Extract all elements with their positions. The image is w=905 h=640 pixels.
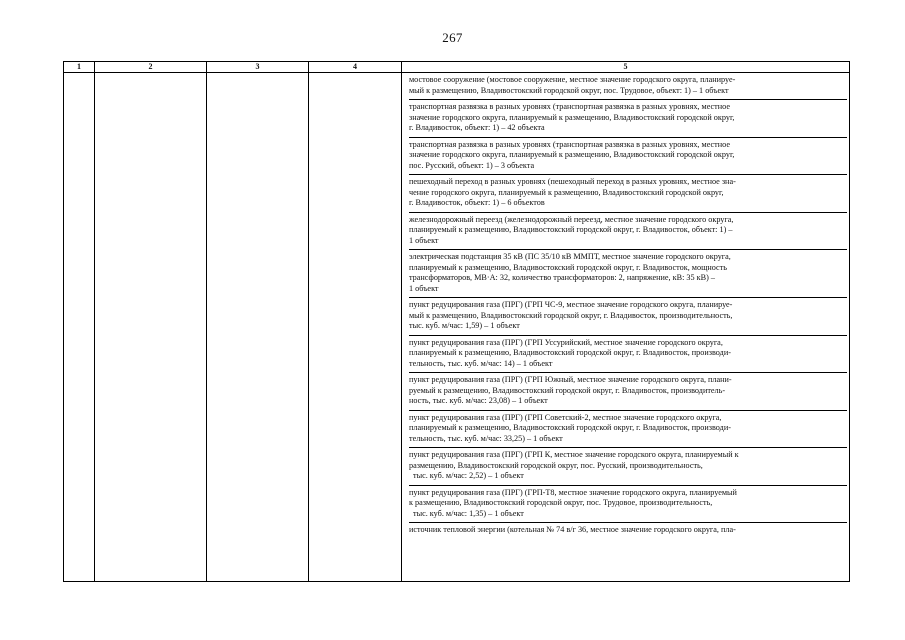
- entries-list: [402, 73, 849, 536]
- entry-text-line: мый к размещению, Владивостокский городской округ, пос. Трудовое, объект: 1) – 1 объект: [409, 85, 729, 95]
- list-item: [409, 100, 847, 138]
- entry-text-line: пос. Русский, объект: 1) – 3 объекта: [409, 160, 535, 170]
- list-item: [409, 411, 847, 449]
- list-item: [409, 336, 847, 374]
- entry-text-line: пункт редуцирования газа (ПРГ) (ГРП К, местное значение городского округа, планируемый к: [409, 450, 739, 459]
- entry-text-line: источник тепловой энергии (котельная № 74 в/г 36, местное значение городского округа, пла-: [409, 525, 736, 534]
- cell-col-4: [309, 73, 402, 582]
- document-table: [63, 61, 850, 582]
- entry-text-line: значение городского округа, планируемый к размещению, Владивостокский городской округ,: [409, 112, 735, 122]
- list-item: [409, 175, 847, 213]
- list-item: [409, 298, 847, 336]
- cell-col-1: [64, 73, 95, 582]
- entry-text-line: планируемый к размещению, Владивостокский городской округ, г. Владивосток, мощность: [409, 262, 728, 272]
- entry-text-line: тыс. куб. м/час: 1,59) – 1 объект: [409, 321, 520, 330]
- entry-text-line: трансформаторов, МВ·А: 32, количество трансформаторов: 2, напряжение, кВ: 35 кВ) –: [409, 273, 715, 282]
- cell-col-3: [207, 73, 309, 582]
- entry-text-line: ность, тыс. куб. м/час: 23,08) – 1 объект: [409, 396, 548, 405]
- list-item: [409, 138, 847, 176]
- entry-text-line: размещению, Владивостокский городской округ, пос. Русский, производительность,: [409, 460, 703, 470]
- list-item: [409, 523, 847, 536]
- entry-text-line: пункт редуцирования газа (ПРГ) (ГРП ЧС-9, местное значение городского округа, планируе-: [409, 300, 733, 309]
- list-item: [409, 448, 847, 486]
- entry-text-line: мостовое сооружение (мостовое сооружение, местное значение городского округа, планируе-: [409, 75, 736, 84]
- column-header-4: 4: [309, 62, 402, 73]
- column-header-2: 2: [95, 62, 207, 73]
- column-header-3: 3: [207, 62, 309, 73]
- entry-text-line: транспортная развязка в разных уровнях (транспортная развязка в разных уровнях, местное: [409, 139, 730, 149]
- entry-text-line: 1 объект: [409, 235, 439, 245]
- entry-text-line: планируемый к размещению, Владивостокский городской округ, г. Владивосток, объект: 1) –: [409, 225, 733, 234]
- entry-text-line: руемый к размещению, Владивостокский городской округ, г. Владивосток, производитель-: [409, 385, 726, 395]
- entry-text-line: тыс. куб. м/час: 1,35) – 1 объект: [413, 508, 524, 518]
- entry-text-line: пункт редуцирования газа (ПРГ) (ГРП Южный, местное значение городского округа, плани-: [409, 375, 732, 384]
- entry-text-line: тыс. куб. м/час: 2,52) – 1 объект: [413, 471, 524, 480]
- entry-text-line: пункт редуцирования газа (ПРГ) (ГРП Уссурийский, местное значение городского округа,: [409, 337, 723, 347]
- list-item: [409, 486, 847, 524]
- entry-text-line: г. Владивосток, объект: 1) – 6 объектов: [409, 198, 545, 207]
- cell-col-2: [95, 73, 207, 582]
- list-item: [409, 73, 847, 100]
- list-item: [409, 250, 847, 298]
- entry-text-line: пункт редуцирования газа (ПРГ) (ГРП-Т8, местное значение городского округа, планируемый: [409, 487, 737, 497]
- entry-text-line: пункт редуцирования газа (ПРГ) (ГРП Советский-2, местное значение городского округа,: [409, 412, 722, 422]
- entry-text-line: планируемый к размещению, Владивостокский городской округ, г. Владивосток, производи-: [409, 348, 731, 357]
- entry-text-line: мый к размещению, Владивостокский городской округ, г. Владивосток, производительность,: [409, 310, 733, 320]
- entry-text-line: тельность, тыс. куб. м/час: 33,25) – 1 объект: [409, 433, 563, 443]
- entry-text-line: транспортная развязка в разных уровнях (транспортная развязка в разных уровнях, местное: [409, 102, 730, 111]
- entry-text-line: электрическая подстанция 35 кВ (ПС 35/10 кВ ММПТ, местное значение городского округа,: [409, 252, 731, 261]
- page-number: 267: [442, 30, 463, 45]
- entry-text-line: г. Владивосток, объект: 1) – 42 объекта: [409, 123, 545, 132]
- cell-col-5: [402, 73, 850, 582]
- header-row: [64, 62, 850, 73]
- column-header-5: 5: [402, 62, 850, 73]
- list-item: [409, 213, 847, 251]
- column-header-1: 1: [64, 62, 95, 73]
- table-row: [64, 73, 850, 582]
- entry-text-line: 1 объект: [409, 283, 439, 293]
- entry-text-line: значение городского округа, планируемый к размещению, Владивостокский городской округ,: [409, 150, 735, 159]
- entry-text-line: тельность, тыс. куб. м/час: 14) – 1 объект: [409, 358, 553, 368]
- entry-text-line: планируемый к размещению, Владивостокский городской округ, г. Владивосток, производи-: [409, 423, 731, 432]
- entry-text-line: чение городского округа, планируемый к размещению, Владивостокский городской округ,: [409, 187, 724, 197]
- entry-text-line: к размещению, Владивостокский городской округ, пос. Трудовое, производительность,: [409, 498, 713, 507]
- entry-text-line: железнодорожный переезд (железнодорожный переезд, местное значение городского округа,: [409, 214, 734, 224]
- entry-text-line: пешеходный переход в разных уровнях (пешеходный переход в разных уровнях, местное зна-: [409, 177, 736, 186]
- list-item: [409, 373, 847, 411]
